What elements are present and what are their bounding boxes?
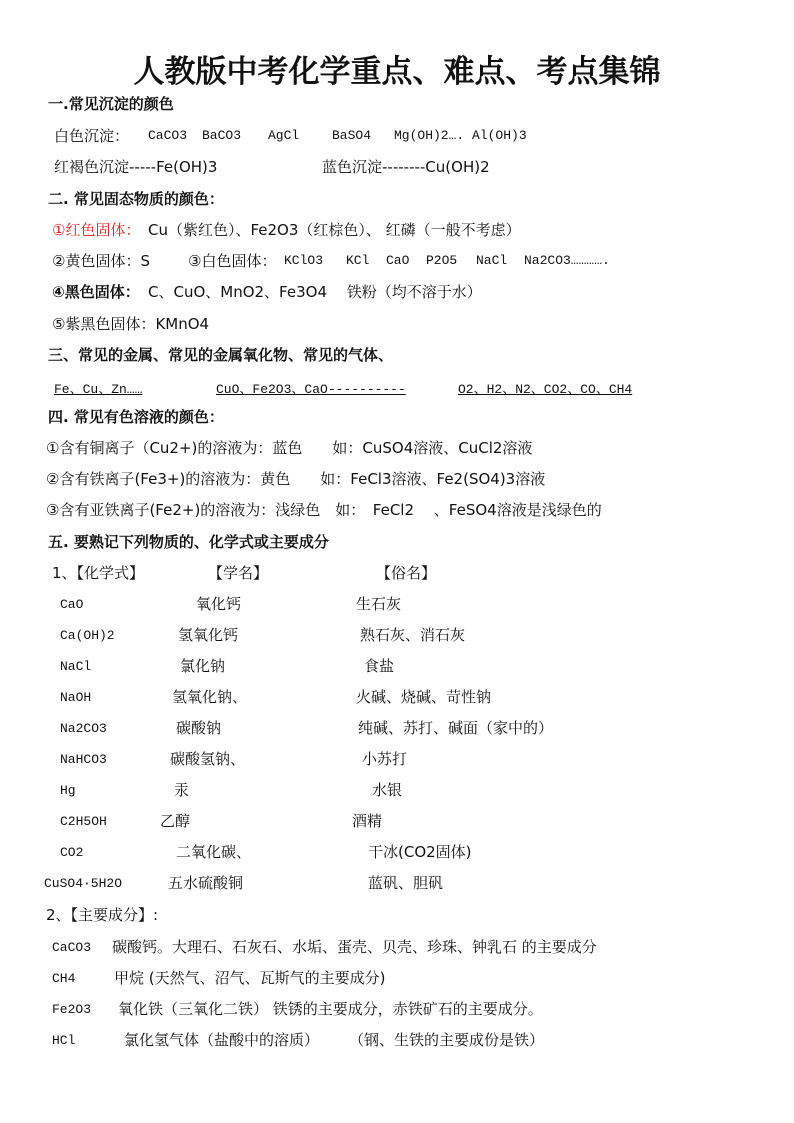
purple-black-solid: ⑤紫黑色固体：KMnO4: [52, 315, 210, 333]
scientific-name-cell: 乙醇: [160, 812, 191, 830]
white-precipitate-3: AgCl: [268, 128, 300, 143]
white-solid-6: Na2CO3………….: [524, 253, 610, 268]
formula-cell: NaHCO3: [60, 752, 107, 767]
solution-color-iron2: ③含有亚铁离子(Fe2+)的溶液为：浅绿色 如： FeCl2 、FeSO4溶液是浅绿色的: [46, 501, 602, 519]
white-solid-5: NaCl: [476, 253, 508, 268]
white-solid-4: P2O5: [426, 253, 458, 268]
common-name-cell: 火碱、烧碱、苛性钠: [356, 688, 492, 706]
formula-cell: Na2CO3: [60, 721, 107, 736]
solution-color-iron3: ②含有铁离子(Fe3+)的溶液为：黄色 如：FeCl3溶液、Fe2(SO4)3溶液: [46, 470, 546, 488]
component-text: 碳酸钙。大理石、石灰石、水垢、蛋壳、贝壳、珍珠、钟乳石 的主要成分: [112, 938, 597, 956]
main-components-label: 2、【主要成分】:: [46, 906, 159, 924]
formula-cell: C2H5OH: [60, 814, 107, 829]
yellow-solid: ②黄色固体：S: [52, 252, 150, 270]
common-gases: O2、H2、N2、CO2、CO、CH4: [458, 382, 633, 397]
page-title: 人教版中考化学重点、难点、考点集锦: [133, 54, 661, 90]
formula-cell: CaO: [60, 597, 84, 612]
black-solid-label: ④黑色固体：: [52, 283, 140, 301]
scientific-name-cell: 碳酸钠: [176, 719, 222, 737]
header-scientific-name: 【学名】: [208, 564, 269, 582]
section-5-heading: 五. 要熟记下列物质的、化学式或主要成分: [48, 533, 329, 551]
formula-cell: Ca(OH)2: [60, 628, 115, 643]
common-name-cell: 生石灰: [356, 595, 402, 613]
red-solid-label: ①红色固体：: [52, 221, 141, 239]
white-solid-label: ③白色固体：: [188, 252, 277, 270]
blue-precipitate: 蓝色沉淀--------Cu(OH)2: [322, 158, 490, 176]
common-name-cell: 食盐: [364, 657, 395, 675]
header-common-name: 【俗名】: [376, 564, 437, 582]
scientific-name-cell: 二氧化碳、: [176, 843, 252, 861]
scientific-name-cell: 汞: [174, 781, 190, 799]
common-name-cell: 小苏打: [362, 750, 408, 768]
white-precipitate-1: CaCO3: [148, 128, 188, 143]
common-name-cell: 干冰(CO2固体): [368, 843, 472, 861]
component-formula: CH4: [52, 971, 76, 986]
component-formula: HCl: [52, 1033, 76, 1048]
white-solid-2: KCl: [346, 253, 370, 268]
white-solid-3: CaO: [386, 253, 410, 268]
common-name-cell: 熟石灰、消石灰: [360, 626, 466, 644]
common-name-cell: 酒精: [352, 812, 383, 830]
section-3-heading: 三、常见的金属、常见的金属氧化物、常见的气体、: [48, 346, 394, 364]
header-formula: 1、【化学式】: [52, 564, 145, 582]
section-2-heading: 二. 常见固态物质的颜色：: [48, 190, 224, 208]
component-formula: CaCO3: [52, 940, 92, 955]
component-text: 氯化氢气体（盐酸中的溶质） （钢、生铁的主要成份是铁）: [124, 1031, 545, 1049]
formula-cell: Hg: [60, 783, 76, 798]
scientific-name-cell: 氢氧化钙: [178, 626, 239, 644]
white-precipitate-label: 白色沉淀：: [54, 127, 130, 145]
scientific-name-cell: 氯化钠: [180, 657, 226, 675]
white-precipitate-5: Mg(OH)2…. Al(OH)3: [394, 128, 527, 143]
common-metal-oxides: CuO、Fe2O3、CaO----------: [216, 382, 406, 397]
component-text: 氧化铁（三氧化二铁） 铁锈的主要成分，赤铁矿石的主要成分。: [118, 1000, 543, 1018]
common-name-cell: 蓝矾、胆矾: [368, 874, 444, 892]
scientific-name-cell: 氧化钙: [196, 595, 242, 613]
formula-cell: CuSO4·5H2O: [44, 876, 123, 891]
formula-cell: NaOH: [60, 690, 92, 705]
solution-color-copper: ①含有铜离子（Cu2+)的溶液为：蓝色 如：CuSO4溶液、CuCl2溶液: [46, 439, 533, 457]
red-solid-text: Cu（紫红色）、Fe2O3（红棕色）、 红磷（一般不考虑）: [148, 221, 521, 239]
formula-cell: CO2: [60, 845, 84, 860]
black-solid-text: C、CuO、MnO2、Fe3O4 铁粉（均不溶于水）: [148, 283, 482, 301]
component-text: 甲烷 (天然气、沼气、瓦斯气的主要成分): [114, 969, 386, 987]
common-name-cell: 水银: [372, 781, 403, 799]
redbrown-precipitate: 红褐色沉淀-----Fe(OH)3: [54, 158, 218, 176]
white-precipitate-2: BaCO3: [202, 128, 242, 143]
white-solid-1: KClO3: [284, 253, 324, 268]
scientific-name-cell: 氢氧化钠、: [172, 688, 248, 706]
section-4-heading: 四. 常见有色溶液的颜色：: [48, 408, 224, 426]
scientific-name-cell: 五水硫酸铜: [168, 874, 244, 892]
formula-cell: NaCl: [60, 659, 92, 674]
common-name-cell: 纯碱、苏打、碱面（家中的）: [358, 719, 554, 737]
scientific-name-cell: 碳酸氢钠、: [170, 750, 246, 768]
white-precipitate-4: BaSO4: [332, 128, 372, 143]
section-1-heading: 一.常见沉淀的颜色: [48, 95, 174, 113]
component-formula: Fe2O3: [52, 1002, 92, 1017]
common-metals: Fe、Cu、Zn……: [54, 382, 143, 397]
